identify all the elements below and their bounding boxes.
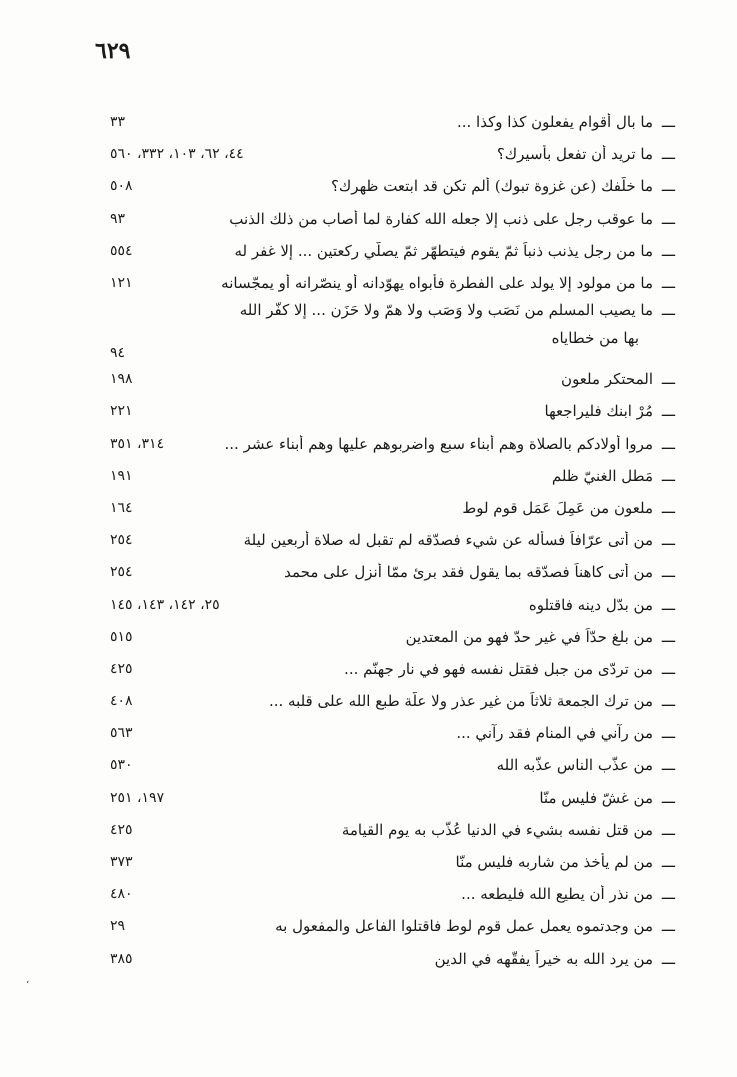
entry-pages: ٣٣ <box>110 114 126 131</box>
list-item <box>110 235 675 267</box>
list-item <box>110 878 675 910</box>
list-item <box>110 492 675 524</box>
entry-text: ما من رجل يذنب ذنباً ثمّ يقوم فيتطهّر ثمّ يصلّي ركعتين ... إلا غفر له <box>234 241 653 260</box>
entry-pages: ٣١٤، ٣٥١ <box>110 435 165 452</box>
entry-text: ما بال أقوام يفعلون كذا وكذا ... <box>456 113 653 132</box>
list-item <box>110 460 675 492</box>
entry-pages: ٢٢١ <box>110 403 133 420</box>
entry-text: من غشّ فليس منّا <box>539 788 653 807</box>
entry-text: مروا أولادكم بالصلاة وهم أبناء سبع واضربوهم عليها وهم أبناء عشر ... <box>224 434 653 453</box>
entry-dash: ـــ <box>661 402 675 421</box>
entry-text: ما تريد أن تفعل بأسيرك؟ <box>496 145 653 164</box>
hadith-index-list <box>110 106 675 975</box>
list-item <box>110 621 675 653</box>
entry-dash: ـــ <box>661 595 675 614</box>
entry-dash: ـــ <box>661 145 675 164</box>
list-item <box>110 106 675 138</box>
entry-dash: ـــ <box>661 434 675 453</box>
entry-dash: ـــ <box>661 949 675 968</box>
entry-text-line-2: بها من خطاياه <box>551 329 639 348</box>
entry-dash: ـــ <box>661 498 675 517</box>
entry-pages: ١٩١ <box>110 467 133 484</box>
entry-dash: ـــ <box>661 209 675 228</box>
list-item <box>110 363 675 395</box>
entry-text-line-1: ما يصيب المسلم من نَصَب ولا وَصَب ولا همّ ولا حَزَن ... إلا كفّر الله <box>239 301 653 320</box>
entry-pages: ٢٩ <box>110 918 126 935</box>
entry-pages: ٢٥٤ <box>110 564 133 581</box>
entry-text: من لم يأخذ من شاربه فليس منّا <box>455 853 653 872</box>
entry-text: ما خلّفك (عن غزوة تبوك) ألم تكن قد ابتعت ظهرك؟ <box>330 177 653 196</box>
entry-dash: ـــ <box>661 917 675 936</box>
entry-pages: ٢٥، ١٤٢، ١٤٣، ١٤٥ <box>110 596 220 613</box>
entry-dash: ـــ <box>661 274 675 293</box>
entry-dash: ـــ <box>661 466 675 485</box>
entry-text: من يرد الله به خيراً يفقّهه في الدين <box>434 949 653 968</box>
entry-pages: ٤٢٥ <box>110 821 133 838</box>
entry-text: من ترك الجمعة ثلاثاً من غير عذر ولا علّة طبع الله على قلبه ... <box>268 692 653 711</box>
entry-pages: ٤٢٥ <box>110 660 133 677</box>
entry-pages: ٥٣٠ <box>110 757 133 774</box>
list-item <box>110 428 675 460</box>
entry-text: من تردّى من جبل فقتل نفسه فهو في نار جهنّم ... <box>344 659 653 678</box>
entry-dash: ـــ <box>661 692 675 711</box>
entry-dash: ـــ <box>661 531 675 550</box>
entry-dash: ـــ <box>661 177 675 196</box>
entry-pages: ٥٠٨ <box>110 178 133 195</box>
entry-dash: ـــ <box>661 788 675 807</box>
list-item <box>110 556 675 588</box>
entry-text: من وجدتموه يعمل عمل قوم لوط فاقتلوا الفاعل والمفعول به <box>275 917 653 936</box>
entry-dash: ـــ <box>661 301 675 320</box>
entry-text: مُرْ ابنك فليراجعها <box>544 402 653 421</box>
entry-pages: ٣٧٣ <box>110 854 133 871</box>
entry-pages: ١٦٤ <box>110 499 133 516</box>
entry-pages: ٩٤ <box>110 345 126 362</box>
entry-text: من قتل نفسه بشيء في الدنيا عُذّب به يوم القيامة <box>341 820 653 839</box>
list-item <box>110 395 675 427</box>
entry-text: من رآني في المنام فقد رآني ... <box>456 724 653 743</box>
entry-dash: ـــ <box>661 756 675 775</box>
entry-pages: ٤٠٨ <box>110 693 133 710</box>
entry-dash: ـــ <box>661 820 675 839</box>
entry-text: ملعون من عَمِلَ عَمَل قوم لوط <box>462 498 653 517</box>
entry-dash: ـــ <box>661 724 675 743</box>
entry-text: المحتكر ملعون <box>561 370 653 389</box>
list-item <box>110 685 675 717</box>
entry-dash: ـــ <box>661 627 675 646</box>
list-item <box>110 749 675 781</box>
list-item <box>110 717 675 749</box>
entry-text: من بلغ حدّاً في غير حدّ فهو من المعتدين <box>405 627 653 646</box>
page-number: ٦٢٩ <box>95 38 131 64</box>
entry-pages: ١٩٨ <box>110 371 133 388</box>
list-item <box>110 138 675 170</box>
entry-pages: ٥١٥ <box>110 628 133 645</box>
entry-text: من عذّب الناس عذّبه الله <box>496 756 653 775</box>
entry-dash: ـــ <box>661 659 675 678</box>
list-item <box>110 524 675 556</box>
list-item <box>110 846 675 878</box>
list-item <box>110 910 675 942</box>
entry-pages: ١٢١ <box>110 275 133 292</box>
entry-text: ما عوقب رجل على ذنب إلا جعله الله كفارة لما أصاب من ذلك الذنب <box>229 209 653 228</box>
entry-text: من بدّل دينه فاقتلوه <box>528 595 653 614</box>
entry-pages: ١٩٧، ٢٥١ <box>110 789 165 806</box>
entry-pages: ٤٨٠ <box>110 886 133 903</box>
list-item <box>110 267 675 299</box>
entry-pages: ٥٥٤ <box>110 242 133 259</box>
entry-text: ما من مولود إلا يولد على الفطرة فأبواه يهوّدانه أو ينصّرانه أو يمجّسانه <box>221 274 653 293</box>
list-item <box>110 203 675 235</box>
entry-text: مَطل الغنيّ ظلم <box>551 466 653 485</box>
entry-dash: ـــ <box>661 241 675 260</box>
entry-text: من أتى عرّافاً فسأله عن شيء فصدّقه لم تقبل له صلاة أربعين ليلة <box>243 531 653 550</box>
list-item <box>110 170 675 202</box>
entry-dash: ـــ <box>661 113 675 132</box>
entry-pages: ٣٨٥ <box>110 950 133 967</box>
entry-text: من أتى كاهناً فصدّقه بما يقول فقد برئ ممّا أنزل على محمد <box>284 563 653 582</box>
list-item <box>110 299 675 363</box>
entry-pages: ٤٤، ٦٢، ١٠٣، ٣٣٢، ٥٦٠ <box>110 146 244 163</box>
entry-text: من نذر أن يطيع الله فليطعه ... <box>461 885 653 904</box>
entry-pages: ٩٣ <box>110 210 126 227</box>
entry-text <box>135 301 653 347</box>
entry-dash: ـــ <box>661 370 675 389</box>
entry-dash: ـــ <box>661 563 675 582</box>
list-item <box>110 653 675 685</box>
entry-pages: ٥٦٣ <box>110 725 133 742</box>
list-item <box>110 814 675 846</box>
list-item <box>110 943 675 975</box>
list-item <box>110 588 675 620</box>
entry-pages: ٢٥٤ <box>110 532 133 549</box>
margin-mark: ، <box>26 975 30 986</box>
list-item <box>110 782 675 814</box>
entry-dash: ـــ <box>661 885 675 904</box>
entry-dash: ـــ <box>661 853 675 872</box>
